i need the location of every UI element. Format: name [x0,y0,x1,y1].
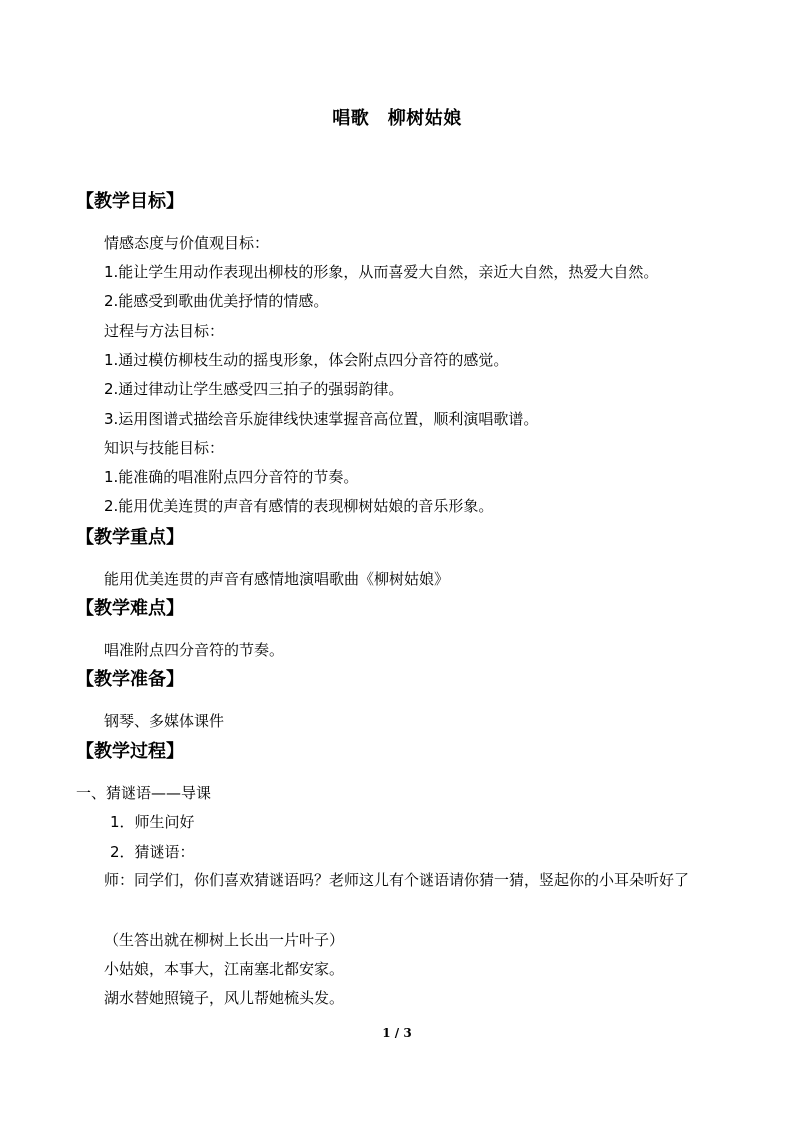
section-heading-key-points: 【教学重点】 [76,527,184,548]
objective-line: 情感态度与价值观目标： [104,234,270,252]
objective-line: 2.通过律动让学生感受四三拍子的强弱韵律。 [104,380,404,398]
process-step: 一、猜谜语——导课 [76,784,212,802]
page-number: 1 / 3 [382,1026,412,1040]
riddle-line: 湖水替她照镜子，风儿帮她梳头发。 [104,989,345,1007]
page-title: 唱歌 柳树姑娘 [332,108,462,129]
objective-line: 2.能用优美连贯的声音有感情的表现柳树姑娘的音乐形象。 [104,497,494,515]
section-heading-preparation: 【教学准备】 [76,669,184,690]
objective-line: 1.能准确的唱准附点四分音符的节奏。 [104,468,359,486]
objective-line: 过程与方法目标： [104,322,225,340]
objective-line: 1.通过模仿柳枝生动的摇曳形象，体会附点四分音符的感觉。 [104,351,509,369]
riddle-line: 小姑娘，本事大，江南塞北都安家。 [104,960,345,978]
objective-line: 3.运用图谱式描绘音乐旋律线快速掌握音高位置，顺利演唱歌谱。 [104,410,539,428]
process-item: 2．猜谜语： [110,843,195,861]
objective-line: 1.能让学生用动作表现出柳枝的形象，从而喜爱大自然，亲近大自然，热爱大自然。 [104,263,659,281]
section-heading-process: 【教学过程】 [76,741,184,762]
objective-line: 知识与技能目标： [104,439,225,457]
section-heading-difficulties: 【教学难点】 [76,598,184,619]
preparation-text: 钢琴、多媒体课件 [104,712,225,730]
student-note: （生答出就在柳树上长出一片叶子） [104,931,345,949]
difficulties-text: 唱准附点四分音符的节奏。 [104,641,285,659]
section-heading-objectives: 【教学目标】 [76,191,184,212]
key-points-text: 能用优美连贯的声音有感情地演唱歌曲《柳树姑娘》 [104,570,450,588]
teacher-dialogue: 师：同学们，你们喜欢猜谜语吗？老师这儿有个谜语请你猜一猜，竖起你的小耳朵听好了 [104,871,690,889]
process-item: 1．师生问好 [110,813,195,831]
objective-line: 2.能感受到歌曲优美抒情的情感。 [104,292,329,310]
